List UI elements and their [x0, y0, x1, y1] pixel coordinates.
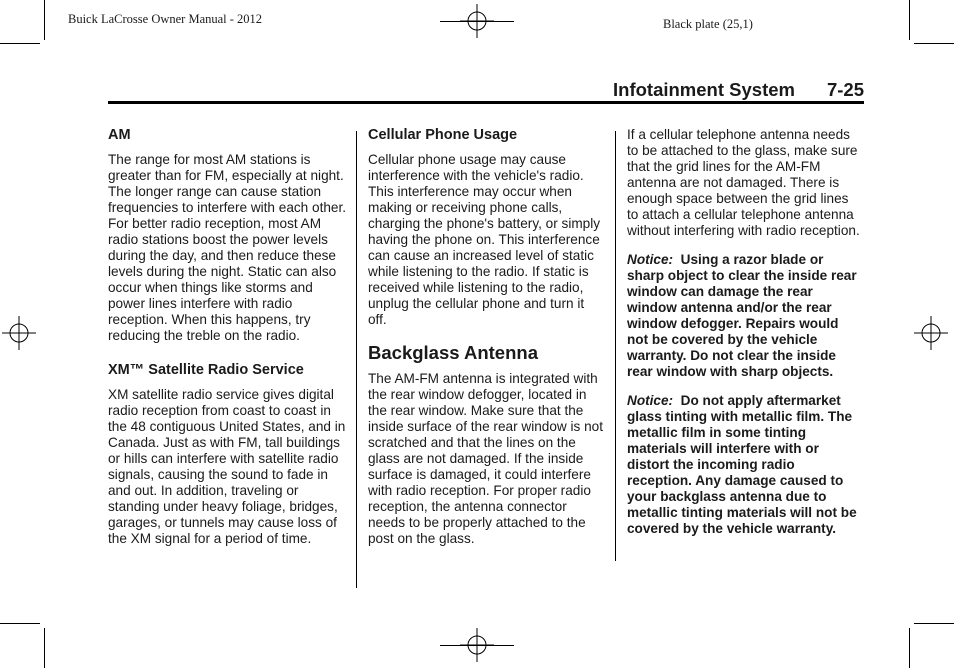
registration-mark-icon: [2, 316, 36, 350]
notice-label: Notice:: [627, 252, 674, 267]
column-divider: [615, 131, 616, 561]
page-header: [613, 79, 864, 101]
notice-tinting: [627, 393, 863, 537]
page-number: 7-25: [826, 79, 864, 100]
paragraph-cellular-antenna: If a cellular telephone antenna needs to be attached to the glass, make sure that the grid lines for the AM-FM antenna are not damaged. There is enough space between the grid lines to attach a cellular telephone antenna without interfering with radio reception.: [627, 127, 860, 238]
header-rule: [108, 101, 864, 104]
plate-right-label: Black plate (25,1): [663, 17, 753, 31]
paragraph-am: The range for most AM stations is greater than for FM, especially at night. The longer range can cause station frequencies to interfere with each other. For better radio reception, most AM radio stations boost the power levels during the day, and then reduce these levels during the night. Static can also occur when things like storms and power lines interfere with radio reception. When this happens, try reducing the treble on the radio.: [108, 152, 347, 343]
registration-mark-icon: [914, 316, 948, 350]
crop-mark: [44, 628, 45, 668]
crop-mark: [0, 43, 40, 44]
paragraph-backglass: The AM-FM antenna is integrated with the rear window defogger, located in the rear window. Make sure that the inside surface of the rear window is not scratched and that the lines on the glass are not damaged. If the inside surface is damaged, it could interfere with radio reception. For proper radio reception, the antenna connector needs to be properly attached to the post on the glass.: [368, 371, 603, 546]
crop-mark: [0, 623, 40, 624]
notice-label: Notice:: [627, 393, 674, 408]
section-heading-backglass: Backglass Antenna: [368, 342, 538, 363]
section-heading-xm: XM™ Satellite Radio Service: [108, 362, 304, 378]
crop-mark: [440, 645, 514, 646]
notice-razor-blade: [627, 252, 863, 380]
crop-mark: [914, 43, 954, 44]
column-divider: [356, 131, 357, 588]
plate-left-label: Buick LaCrosse Owner Manual - 2012: [68, 12, 263, 26]
crop-mark: [909, 628, 910, 668]
crop-mark: [909, 0, 910, 40]
notice-text: Using a razor blade or sharp object to clear the inside rear window can damage the rear window antenna and/or the rear window defogger. Repairs would not be covered by the vehicle warranty. Do not clear the inside rear window with sharp objects.: [627, 252, 857, 379]
crop-mark: [440, 21, 514, 22]
column-2: [368, 127, 606, 555]
paragraph-xm: XM satellite radio service gives digital radio reception from coast to coast in the 48 contiguous United States, and in Canada. Just as with FM, tall buildings or hills can interfere with satellite radio signals, causing the sound to fade in and out. In addition, traveling or standing under heavy foliage, bridges, garages, or tunnels may cause loss of the XM signal for a period of time.: [108, 387, 346, 546]
crop-mark: [914, 623, 954, 624]
notice-text: Do not apply aftermarket glass tinting with metallic film. The metallic film in some tinting materials will interfere with or distort the incoming radio reception. Any damage caused to your backglass antenna due to metallic tinting materials will not be covered by the vehicle warranty.: [627, 393, 857, 536]
section-heading-cellular: Cellular Phone Usage: [368, 127, 518, 143]
column-1: [108, 127, 348, 555]
section-heading-am: AM: [108, 127, 131, 143]
crop-mark: [44, 0, 45, 40]
section-title: Infotainment System: [613, 79, 795, 100]
column-3: [627, 127, 863, 545]
paragraph-cellular: Cellular phone usage may cause interference with the vehicle's radio. This interference may occur when making or receiving phone calls, charging the phone's battery, or simply having the phone on. This interference can cause an increased level of static while listening to the radio. If static is received while listening to the radio, unplug the cellular phone and turn it off.: [368, 152, 601, 327]
